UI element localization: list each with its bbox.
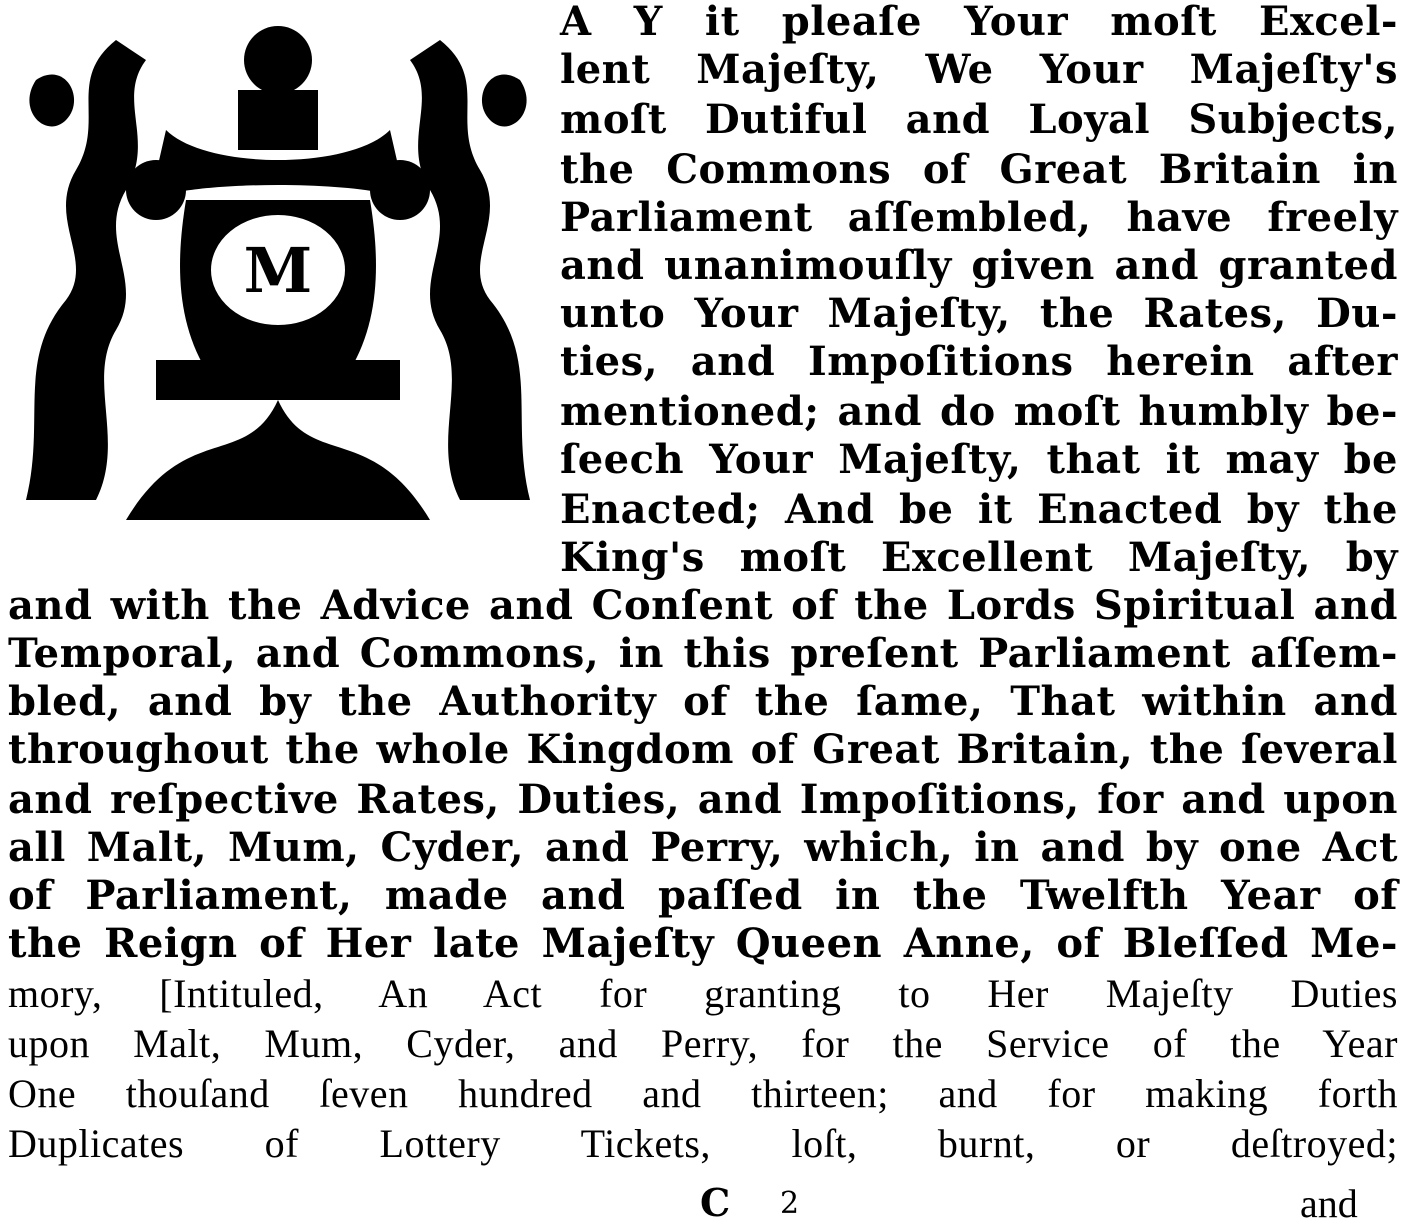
text-line: mory, [Intituled, An Act for granting to Her Majeſty Duties <box>8 971 1398 1016</box>
text-line: King's moſt Excellent Majeſty, by <box>560 534 1398 581</box>
text-line: Parliament aſſembled, have freely <box>560 194 1398 241</box>
text-line: One thouſand ſeven hundred and thirteen; and for making forth <box>8 1071 1398 1116</box>
text-line: throughout the whole Kingdom of Great Britain, the ſeveral <box>8 726 1398 773</box>
text-line: ſeech Your Majeſty, that it may be <box>560 436 1398 483</box>
text-line: ties, and Impoſitions herein after <box>560 338 1398 385</box>
decorated-initial <box>6 0 550 530</box>
text-line: and with the Advice and Conſent of the Lords Spiritual and <box>8 582 1398 629</box>
text-line: lent Majeſty, We Your Majeſty's <box>560 46 1398 93</box>
text-line: moſt Dutiful and Loyal Subjects, <box>560 96 1398 143</box>
ornament-icon <box>6 0 550 530</box>
text-line: unto Your Majeſty, the Rates, Du- <box>560 290 1398 337</box>
signature-mark: C <box>700 1180 731 1225</box>
text-line: Enacted; And be it Enacted by the <box>560 486 1398 533</box>
text-line: the Reign of Her late Majeſty Queen Anne, of Bleſſed Me- <box>8 920 1398 967</box>
text-line: of Parliament, made and paſſed in the Twelfth Year of <box>8 872 1398 919</box>
text-line: mentioned; and do moſt humbly be- <box>560 388 1398 435</box>
text-line: Duplicates of Lottery Tickets, loſt, burnt, or deſtroyed; <box>8 1121 1398 1166</box>
text-line: Temporal, and Commons, in this preſent Parliament aſſem- <box>8 630 1398 677</box>
initial-letter: M <box>243 234 313 307</box>
text-line: and unanimouſly given and granted <box>560 242 1398 289</box>
signature-number: 2 <box>780 1186 800 1221</box>
catchword: and <box>1300 1181 1358 1226</box>
text-line: the Commons of Great Britain in <box>560 146 1398 193</box>
text-line: A Y it pleaſe Your moſt Excel- <box>560 0 1398 45</box>
text-line: and reſpective Rates, Duties, and Impoſitions, for and upon <box>8 776 1398 823</box>
text-line: all Malt, Mum, Cyder, and Perry, which, in and by one Act <box>8 824 1398 871</box>
text-line: bled, and by the Authority of the ſame, That within and <box>8 678 1398 725</box>
text-line: upon Malt, Mum, Cyder, and Perry, for the Service of the Year <box>8 1021 1398 1066</box>
